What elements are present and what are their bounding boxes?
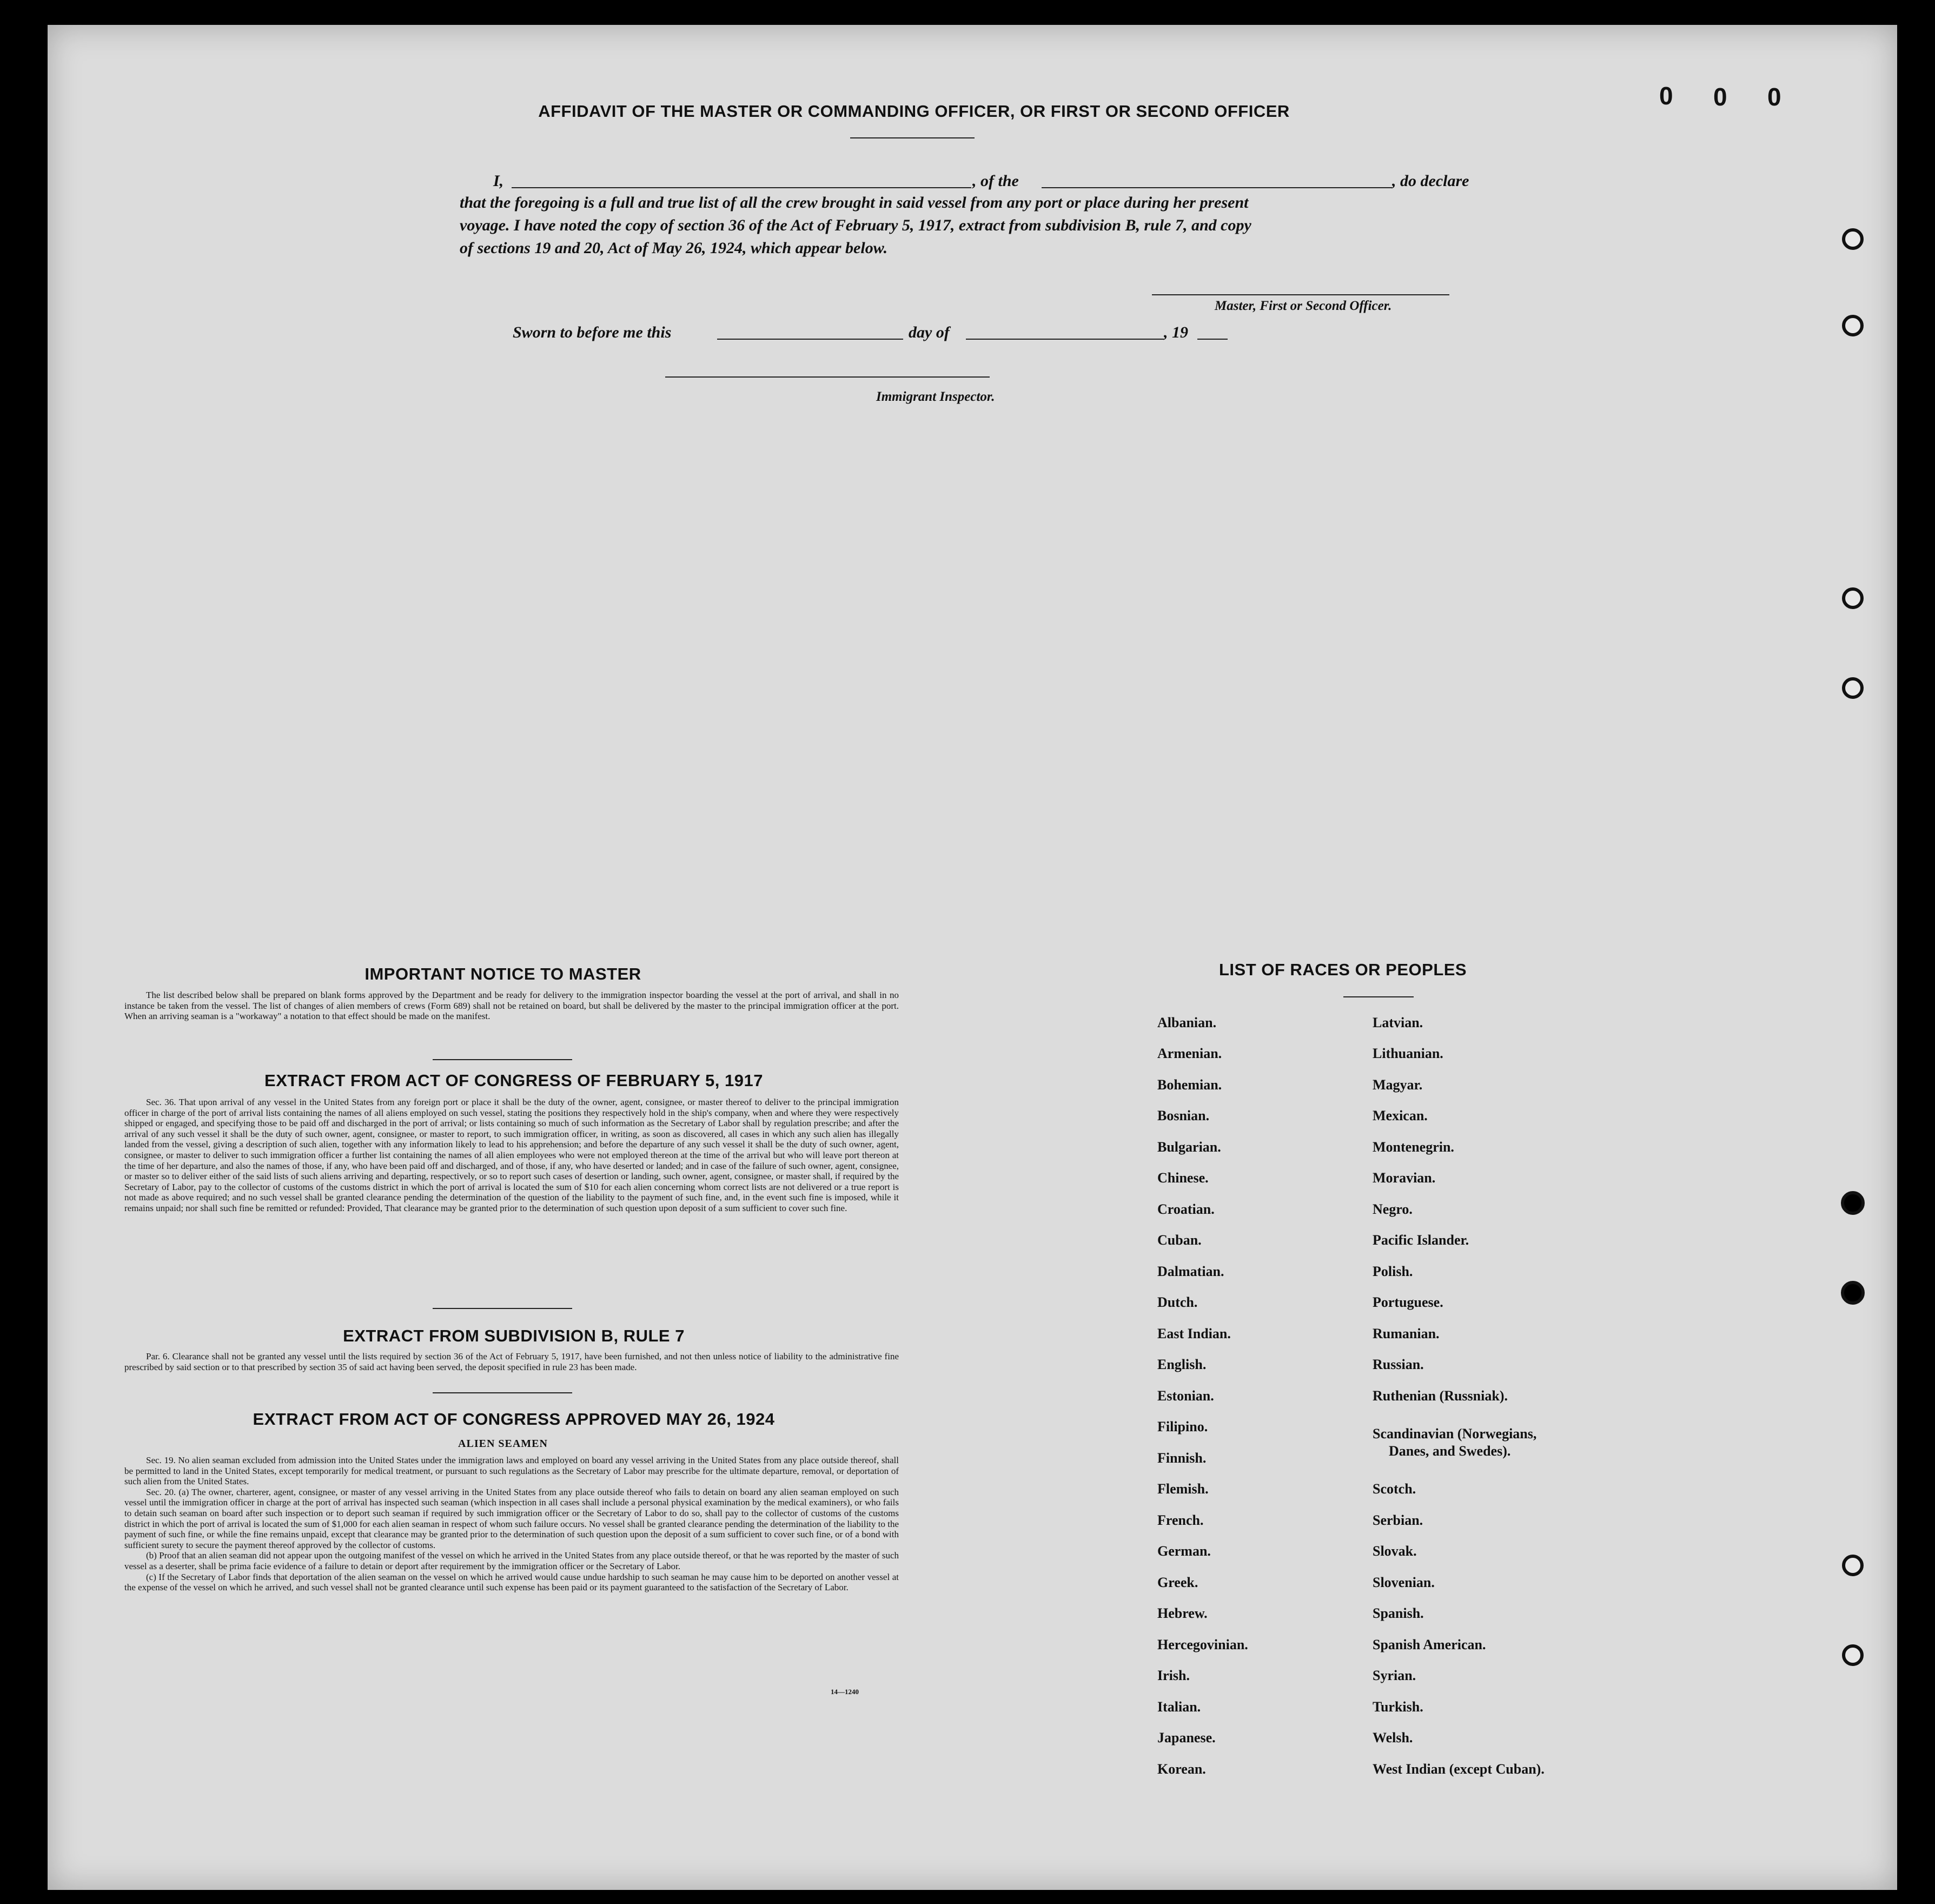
rule-7-title: EXTRACT FROM SUBDIVISION B, RULE 7 — [343, 1326, 685, 1345]
race-item: Scandinavian (Norwegians, — [1373, 1426, 1537, 1442]
binder-hole — [1842, 1555, 1864, 1576]
race-item: West Indian (except Cuban). — [1373, 1761, 1545, 1777]
race-item: Slovak. — [1373, 1543, 1417, 1559]
corner-mark: 0 — [1767, 83, 1781, 111]
race-item: Bohemian. — [1157, 1077, 1222, 1093]
race-item: Moravian. — [1373, 1170, 1436, 1186]
section-20a-paragraph: Sec. 20. (a) The owner, charterer, agent, consignee, or master of any vessel arriving in the United States from any place outside thereof who fails to detain on board any alien seaman employed on such vessel until the immigration officer in charge at the port of arrival has inspected such seaman (which inspection in all cases shall include a personal physical examination by the medical examiners), or who fails to detain such seaman on board after such inspection or to deport such seaman if required by such immigration officer or the Secretary of Labor to do so, shall pay to the collector of customs of the customs district in which the port of arrival is located the sum of $1,000 for each alien seaman in respect of whom such failure occurs. No vessel shall be granted clearance pending the determination of the liability to the payment of such fine, or while the fine remains unpaid, except that clearance may be granted prior to the determination of such question upon the deposit of a sum sufficient to cover such fine, or of a bond with sufficient surety to secure the payment thereof approved by the collector of customs. — [124, 1486, 899, 1550]
race-item: Cuban. — [1157, 1232, 1202, 1248]
corner-mark: 0 — [1713, 83, 1727, 111]
race-item: Irish. — [1157, 1668, 1190, 1683]
race-item: East Indian. — [1157, 1326, 1231, 1341]
alien-seamen-subtitle: ALIEN SEAMEN — [458, 1438, 548, 1450]
race-item: Pacific Islander. — [1373, 1232, 1469, 1248]
blank-vessel-line — [1042, 187, 1392, 188]
section-36-paragraph: Sec. 36. That upon arrival of any vessel in the United States from any foreign port or place it shall be the duty of the owner, agent, consignee, or master thereof to deliver to the principal immigration officer in charge of the port of arrival lists containing the names of all aliens employed on such vessel, stating the positions they respectively hold in the ship's company, when and where they were respectively shipped or engaged, and specifying those to be paid off and discharged in the port of arrival; or lists containing so much of such information as the Secretary of Labor shall by regulation prescribe; and after the arrival of any such vessel it shall be the duty of such owner, agent, consignee, or master to report, to such immigration officer, in writing, as soon as discovered, all cases in which any such alien has illegally landed from the vessel, giving a description of such alien, together with any information likely to lead to his apprehension; and before the departure of any such vessel it shall be the duty of such owner, agent, consignee, or master to deliver to such immigration officer a further list containing the names of all alien employees who were not employed thereon at the time of the arrival but who will leave port thereon at the time of her departure, and also the names of those, if any, who have been paid off and discharged, and of those, if any, who have deserted or landed; and in case of the failure of such owner, agent, consignee, or master so to deliver either of the said lists of such aliens arriving and departing, respectively, or so to report such cases of desertion or landing, such owner, agent, consignee, or master shall, if required by the Secretary of Labor, pay to the collector of customs of the customs district in which the port of arrival is located the sum of $10 for each alien concerning whom correct lists are not delivered or a true report is not made as above required; and no such vessel shall be granted clearance pending the determination of the question of the liability to the payment of such fine, and, in the event such fine is imposed, while it remains unpaid; nor shall such fine be remitted or refunded: Provided, That clearance may be granted prior to the determination of such question upon deposit of a sum sufficient to cover such fine. — [124, 1097, 899, 1213]
blank-month-line — [966, 339, 1164, 340]
race-item: Japanese. — [1157, 1730, 1216, 1746]
race-item: Ruthenian (Russniak). — [1373, 1388, 1508, 1404]
rule-7-text — [124, 1351, 899, 1372]
extract-1917-title: EXTRACT FROM ACT OF CONGRESS OF FEBRUARY 5, 1917 — [264, 1071, 763, 1090]
affidavit-line-2: that the foregoing is a full and true list of all the crew brought in said vessel from any port or place during her present — [460, 194, 1249, 211]
race-item: Spanish American. — [1373, 1637, 1486, 1652]
affidavit-do-declare: , do declare — [1392, 172, 1469, 190]
par-6-paragraph: Par. 6. Clearance shall not be granted any vessel until the lists required by section 36 of the Act of February 5, 1917, have been furnished, and not then unless notice of liability to the administrative fine prescribed by said section or to that prescribed by section 35 of said act having been served, the deposit specified in rule 23 has been made. — [124, 1351, 899, 1372]
binder-hole — [1842, 315, 1864, 336]
race-item: Albanian. — [1157, 1015, 1217, 1030]
affidavit-title: AFFIDAVIT OF THE MASTER OR COMMANDING OFFICER, OR FIRST OR SECOND OFFICER — [538, 102, 1290, 121]
binder-hole — [1842, 587, 1864, 609]
divider — [1343, 996, 1414, 997]
inspector-signature-line — [665, 376, 990, 378]
race-item: Dalmatian. — [1157, 1264, 1224, 1279]
race-item: Bulgarian. — [1157, 1139, 1221, 1155]
document-sheet — [48, 25, 1897, 1890]
race-item: Negro. — [1373, 1201, 1413, 1217]
section-19-paragraph: Sec. 19. No alien seaman excluded from admission into the United States under the immigration laws and employed on board any vessel arriving in the United States from any place outside thereof, shall be permitted to land in the United States, except temporarily for medical treatment, or pursuant to such regulations as the Secretary of Labor may prescribe for the ultimate departure, removal, or deportation of such alien from the United States. — [124, 1455, 899, 1487]
section-20b-paragraph: (b) Proof that an alien seaman did not appear upon the outgoing manifest of the vessel on which he arrived in the United States from any place outside thereof, or that he was reported by the master of such vessel as a deserter, shall be prima facie evidence of a failure to detain or deport after requirement by the immigration officer or the Secretary of Labor. — [124, 1550, 899, 1571]
day-of-text: day of — [909, 323, 950, 341]
signature-label: Master, First or Second Officer. — [1215, 299, 1392, 313]
affidavit-line-3: voyage. I have noted the copy of section 36 of the Act of February 5, 1917, extract from subdivision B, rule 7, and copy — [460, 216, 1251, 234]
blank-year-line — [1197, 339, 1228, 340]
blank-day-line — [717, 339, 903, 340]
race-item: Hebrew. — [1157, 1605, 1208, 1621]
binder-hole — [1842, 1644, 1864, 1666]
extract-1917-text — [124, 1097, 899, 1214]
form-number: 14—1240 — [831, 1688, 859, 1696]
race-item: Russian. — [1373, 1357, 1424, 1372]
affidavit-i: I, — [493, 172, 504, 190]
race-item: Chinese. — [1157, 1170, 1209, 1186]
race-item: Spanish. — [1373, 1605, 1424, 1621]
race-item: Filipino. — [1157, 1419, 1208, 1434]
race-item: Finnish. — [1157, 1450, 1207, 1466]
race-item: Magyar. — [1373, 1077, 1423, 1093]
extract-1924-text — [124, 1455, 899, 1593]
binder-hole — [1842, 228, 1864, 250]
divider — [850, 137, 975, 138]
race-item: Latvian. — [1373, 1015, 1423, 1030]
race-item: Mexican. — [1373, 1108, 1428, 1123]
inspector-label: Immigrant Inspector. — [876, 389, 995, 404]
race-item: Estonian. — [1157, 1388, 1214, 1404]
races-title: LIST OF RACES OR PEOPLES — [1219, 960, 1467, 979]
race-item: Scotch. — [1373, 1481, 1416, 1497]
race-item: Turkish. — [1373, 1699, 1423, 1715]
section-20c-paragraph: (c) If the Secretary of Labor finds that deportation of the alien seaman on the vessel on which he arrived would cause undue hardship to such seaman he may cause him to be deported on another vessel at the expense of the vessel on which he arrived, and such vessel shall not be granted clearance until such expense has been paid or its payment guaranteed to the satisfaction of the Secretary of Labor. — [124, 1571, 899, 1593]
race-item: Croatian. — [1157, 1201, 1215, 1217]
race-item: Bosnian. — [1157, 1108, 1210, 1123]
race-item: French. — [1157, 1512, 1204, 1528]
race-item: Montenegrin. — [1373, 1139, 1454, 1155]
notice-title: IMPORTANT NOTICE TO MASTER — [365, 964, 641, 983]
divider — [433, 1392, 572, 1393]
race-item: Hercegovinian. — [1157, 1637, 1248, 1652]
race-item: Armenian. — [1157, 1046, 1222, 1061]
affidavit-line-4: of sections 19 and 20, Act of May 26, 1924, which appear below. — [460, 239, 888, 257]
year-prefix: , 19 — [1164, 323, 1188, 341]
race-item: Slovenian. — [1373, 1575, 1435, 1590]
race-item: Lithuanian. — [1373, 1046, 1443, 1061]
blank-name-line — [512, 187, 971, 188]
sworn-text: Sworn to before me this — [513, 323, 672, 341]
notice-text — [124, 990, 899, 1022]
race-item: Greek. — [1157, 1575, 1198, 1590]
race-item: English. — [1157, 1357, 1207, 1372]
race-item: Dutch. — [1157, 1294, 1198, 1310]
divider — [433, 1059, 572, 1060]
race-item: Serbian. — [1373, 1512, 1423, 1528]
corner-mark: 0 — [1659, 82, 1673, 110]
signature-line — [1152, 294, 1449, 295]
extract-1924-title: EXTRACT FROM ACT OF CONGRESS APPROVED MAY 26, 1924 — [253, 1410, 775, 1429]
binder-hole — [1842, 677, 1864, 699]
race-item: Flemish. — [1157, 1481, 1209, 1497]
race-item: Rumanian. — [1373, 1326, 1440, 1341]
race-item: Korean. — [1157, 1761, 1206, 1777]
divider — [433, 1308, 572, 1309]
binder-hole — [1841, 1281, 1865, 1305]
race-item: Syrian. — [1373, 1668, 1416, 1683]
race-item: German. — [1157, 1543, 1211, 1559]
binder-hole — [1841, 1191, 1865, 1215]
race-item: Polish. — [1373, 1264, 1413, 1279]
race-item: Welsh. — [1373, 1730, 1413, 1746]
affidavit-of-the: , of the — [972, 172, 1019, 190]
race-item: Italian. — [1157, 1699, 1201, 1715]
notice-paragraph: The list described below shall be prepared on blank forms approved by the Department and be ready for delivery to the immigration inspector boarding the vessel at the port of arrival, and shall in no instance be taken from the vessel. The list of changes of alien members of crews (Form 689) shall not be retained on board, but shall be delivered by the master to the principal immigration officer at the port. When an arriving seaman is a "workaway" a notation to that effect should be made on the manifest. — [124, 990, 899, 1022]
race-item: Danes, and Swedes). — [1389, 1443, 1511, 1459]
race-item: Portuguese. — [1373, 1294, 1443, 1310]
